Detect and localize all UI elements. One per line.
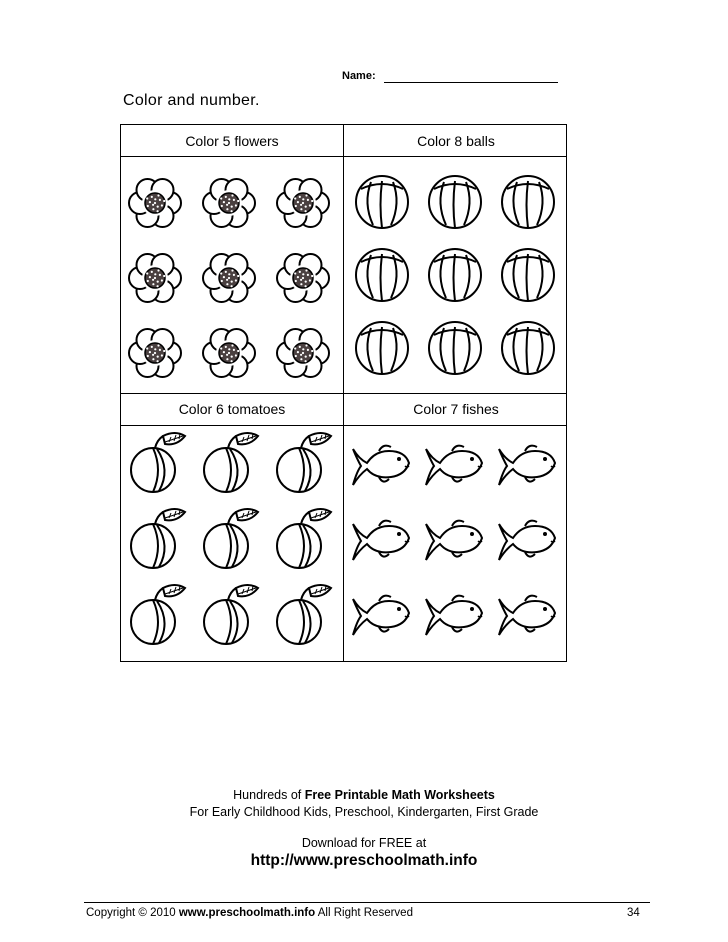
copyright-text: [86, 907, 413, 919]
fish-icon: [349, 516, 413, 571]
cell-title-tomatoes: Color 6 tomatoes: [178, 401, 286, 417]
tomato-icon: [200, 430, 264, 499]
cell-title-balls: Color 8 balls: [417, 133, 495, 149]
fish-icon: [495, 441, 559, 496]
ball-icon: [426, 246, 484, 309]
fish-icon: [349, 591, 413, 646]
tomato-icon: [127, 506, 191, 575]
ball-icon: [499, 173, 557, 236]
footer-line-1-prefix: Hundreds of: [233, 788, 305, 802]
fish-icon: [349, 441, 413, 496]
grid-divider: [121, 425, 566, 426]
flower-icon: [199, 248, 259, 313]
fish-icon: [422, 591, 486, 646]
copyright-site-link[interactable]: www.preschoolmath.info: [178, 907, 316, 919]
cell-title-fishes: Color 7 fishes: [413, 401, 499, 417]
tomato-icon: [200, 506, 264, 575]
flower-icon: [273, 248, 333, 313]
flower-icon: [273, 323, 333, 388]
ball-icon: [499, 246, 557, 309]
instruction-heading: Color and number.: [123, 92, 260, 109]
ball-icon: [499, 319, 557, 382]
fish-icon: [495, 516, 559, 571]
fish-icon: [422, 441, 486, 496]
footer-line-1-bold: Free Printable Math Worksheets: [304, 788, 495, 802]
ball-icon: [353, 246, 411, 309]
tomato-icon: [273, 506, 337, 575]
flower-icon: [125, 248, 185, 313]
tomato-icon: [127, 430, 191, 499]
fish-icon: [495, 591, 559, 646]
name-label: Name:: [342, 70, 376, 82]
flower-icon: [199, 323, 259, 388]
flower-icon: [125, 173, 185, 238]
page-number: 34: [627, 907, 640, 919]
bottom-rule: [84, 902, 650, 903]
ball-icon: [426, 319, 484, 382]
tomato-icon: [127, 582, 191, 651]
footer-line-2: For Early Childhood Kids, Preschool, Kindergarten, First Grade: [189, 805, 539, 819]
footer-url-link[interactable]: http://www.preschoolmath.info: [250, 852, 478, 869]
grid-divider: [121, 156, 566, 157]
name-blank-line: [384, 82, 558, 83]
tomato-icon: [273, 582, 337, 651]
tomato-icon: [273, 430, 337, 499]
flower-icon: [199, 173, 259, 238]
ball-icon: [426, 173, 484, 236]
footer-line-1: [0, 788, 728, 802]
cell-title-flowers: Color 5 flowers: [185, 133, 279, 149]
ball-icon: [353, 173, 411, 236]
grid-divider: [121, 393, 566, 394]
flower-icon: [273, 173, 333, 238]
flower-icon: [125, 323, 185, 388]
copyright-prefix: Copyright © 2010: [86, 907, 179, 919]
copyright-suffix: All Right Reserved: [315, 907, 413, 919]
tomato-icon: [200, 582, 264, 651]
footer-line-3: Download for FREE at: [301, 836, 427, 850]
fish-icon: [422, 516, 486, 571]
ball-icon: [353, 319, 411, 382]
worksheet-grid: [120, 124, 567, 662]
